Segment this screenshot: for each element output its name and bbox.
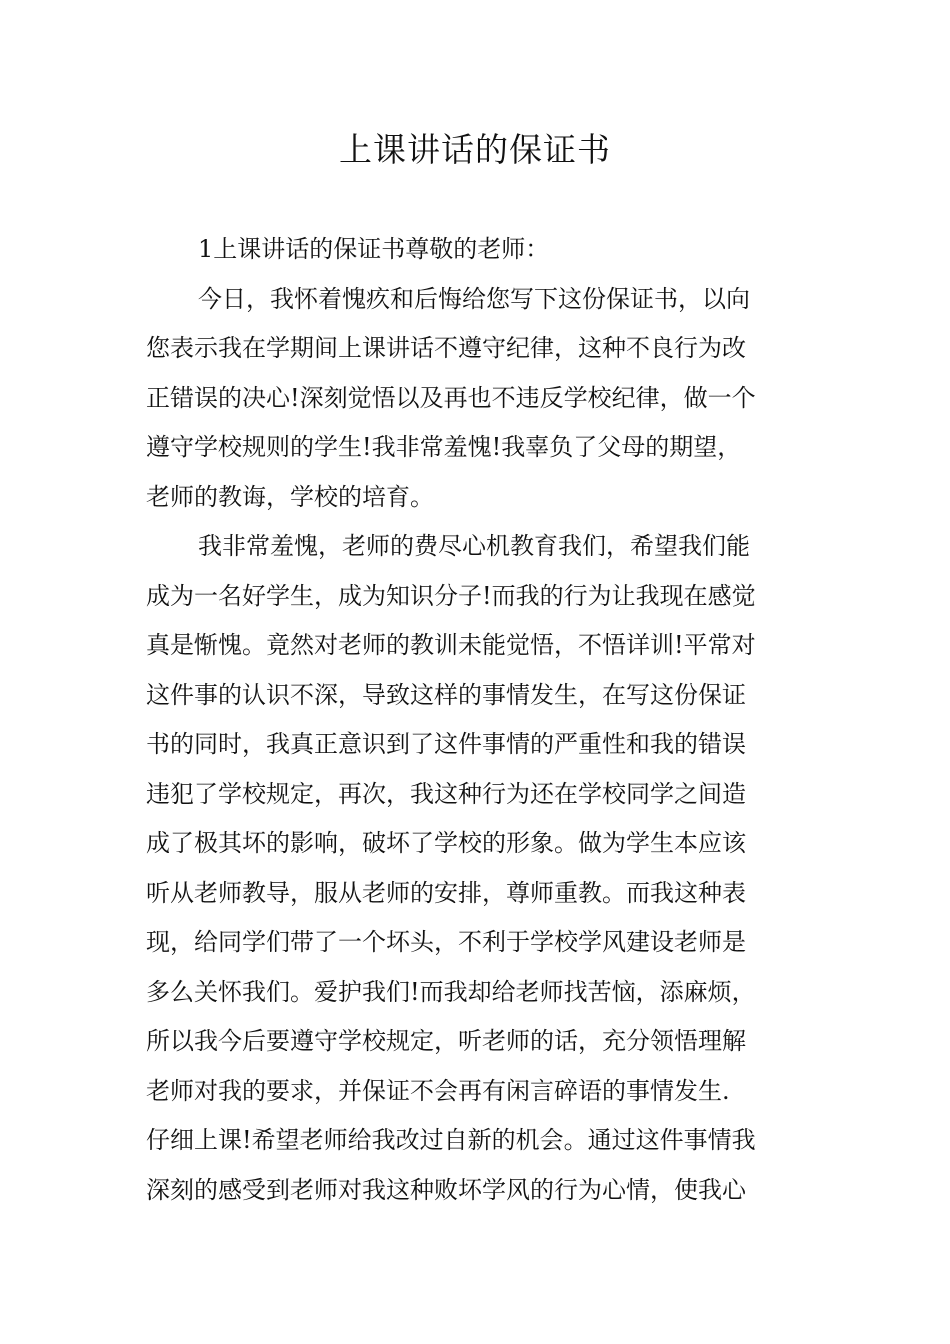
body-line: 您表示我在学期间上课讲话不遵守纪律，这种不良行为改 bbox=[146, 334, 746, 362]
body-line: 今日，我怀着愧疚和后悔给您写下这份保证书，以向 bbox=[198, 284, 750, 313]
body-line: 1上课讲话的保证书尊敬的老师： bbox=[198, 235, 550, 263]
body-line: 成了极其坏的影响，破坏了学校的形象。做为学生本应该 bbox=[146, 829, 746, 857]
body-line: 深刻的感受到老师对我这种败坏学风的行为心情，使我心 bbox=[146, 1175, 746, 1204]
body-line: 正错误的决心!深刻觉悟以及再也不违反学校纪律，做一个 bbox=[146, 383, 756, 412]
body-line: 老师对我的要求，并保证不会再有闲言碎语的事情发生. bbox=[146, 1076, 730, 1105]
body-line: 这件事的认识不深，导致这样的事情发生，在写这份保证 bbox=[146, 680, 746, 709]
body-line: 真是惭愧。竟然对老师的教训未能觉悟，不悟详训!平常对 bbox=[146, 631, 756, 659]
body-line: 仔细上课!希望老师给我改过自新的机会。通过这件事情我 bbox=[146, 1126, 756, 1154]
body-line: 老师的教诲，学校的培育。 bbox=[146, 482, 434, 511]
body-line: 成为一名好学生，成为知识分子!而我的行为让我现在感觉 bbox=[146, 581, 756, 610]
document-title: 上课讲话的保证书 bbox=[339, 130, 611, 169]
body-line: 听从老师教导，服从老师的安排，尊师重教。而我这种表 bbox=[146, 878, 746, 907]
body-line: 遵守学校规则的学生!我非常羞愧!我辜负了父母的期望， bbox=[146, 433, 742, 461]
document-body bbox=[146, 225, 806, 1215]
body-line: 所以我今后要遵守学校规定，听老师的话，充分领悟理解 bbox=[146, 1027, 746, 1055]
body-line: 我非常羞愧，老师的费尽心机教育我们，希望我们能 bbox=[198, 532, 750, 560]
body-line: 多么关怀我们。爱护我们!而我却给老师找苦恼，添麻烦， bbox=[146, 977, 756, 1006]
body-line: 违犯了学校规定，再次，我这种行为还在学校同学之间造 bbox=[146, 779, 746, 808]
body-line: 书的同时，我真正意识到了这件事情的严重性和我的错误 bbox=[146, 730, 746, 758]
body-line: 现，给同学们带了一个坏头，不利于学校学风建设老师是 bbox=[146, 928, 746, 956]
